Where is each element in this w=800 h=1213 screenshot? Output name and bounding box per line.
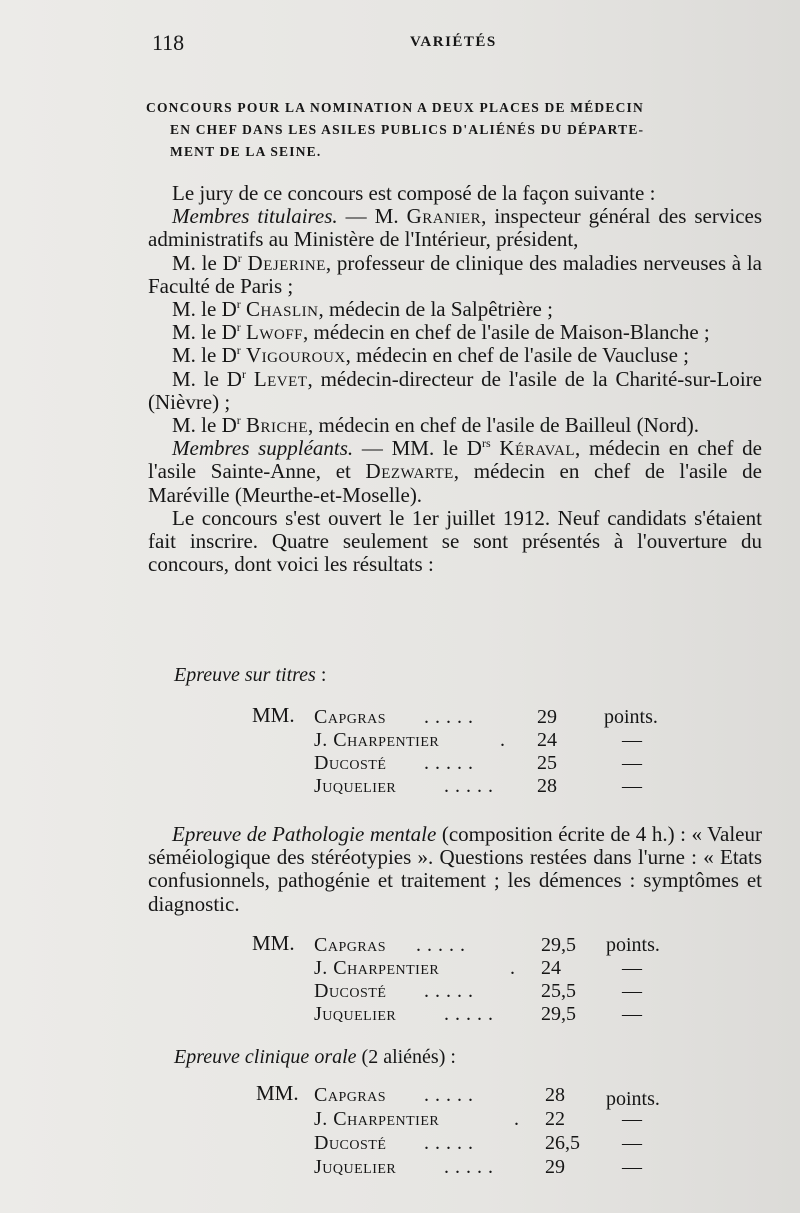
epreuve-2-heading: Epreuve de Pathologie mentale (composition écrite de 4 h.) : « Valeur séméiologique des stéréotypies ». Questions restées dans l'urne : « Etats confusionnels, pathogénie et traitement ; les démences : symptômes et diagnostic. — [148, 822, 762, 916]
jury-paragraph — [148, 182, 762, 576]
name-lwoff: Lwoff — [246, 320, 304, 345]
lwoff-entry: M. le $D^r$ Lwoff, médecin en chef de l'asile de Maison-Blanche ; — [172, 320, 710, 345]
name-dezwarte: Dezwarte — [365, 459, 454, 484]
suppleants-label: Membres suppléants. — [172, 436, 354, 461]
name-chaslin: Chaslin — [246, 297, 319, 322]
page-number: 118 — [152, 30, 185, 55]
epreuve-1-heading: Epreuve sur titres : — [174, 664, 327, 686]
name-granier: Granier — [406, 204, 482, 229]
name-levet: Levet — [253, 366, 308, 391]
titulaires-label: Membres titulaires. — [172, 204, 338, 229]
titulaires-entry: Membres titulaires. — M. Granier, inspecteur général des services administratifs au Ministère de l'Intérieur, président, — [148, 204, 763, 252]
mm-label-3: MM. — [256, 1081, 299, 1105]
heading-line-2: EN CHEF DANS LES ASILES PUBLICS D'ALIÉNÉS DU DÉPARTE- — [170, 122, 645, 137]
vigouroux-entry: M. le $D^r$ Vigouroux, médecin en chef de l'asile de Vaucluse ; — [172, 343, 690, 368]
name-dejerine: Dejerine — [247, 250, 326, 275]
running-head: VARIÉTÉS — [410, 34, 497, 50]
name-keraval: Kéraval — [499, 436, 575, 461]
name-vigouroux: Vigouroux — [246, 343, 346, 368]
section-heading — [146, 97, 762, 163]
epreuve-3-heading: Epreuve clinique orale (2 aliénés) : — [174, 1046, 456, 1068]
suppleants-entry: Membres suppléants. — MM. le $D^{rs}$ Kéraval, médecin en chef de l'asile Sainte-Anne, et Dezwarte, médecin en chef de l'asile de Maréville (Meurthe-et-Moselle). — [148, 436, 763, 507]
jury-intro: Le jury de ce concours est composé de la façon suivante : — [172, 181, 656, 205]
levet-entry: M. le $D^r$ Levet, médecin-directeur de l'asile de la Charité-sur-Loire (Nièvre) ; — [148, 366, 762, 414]
dejerine-entry: M. le $D^r$ Dejerine, professeur de clinique des maladies nerveuses à la Faculté de Paris ; — [148, 250, 763, 298]
heading-line-1: CONCOURS POUR LA NOMINATION A DEUX PLACES DE MÉDECIN — [146, 100, 644, 115]
concours-paragraph: Le concours s'est ouvert le 1er juillet 1912. Neuf candidats s'étaient fait inscrire. Quatre seulement se sont présentés à l'ouverture du concours, dont voici les résultats : — [148, 505, 762, 577]
book-page: 118 VARIÉTÉS CONCOURS POUR LA NOMINATION A DEUX PLACES DE MÉDECIN EN CHEF DANS LES ASILES PUBLICS D'ALIÉNÉS DU DÉPARTE- MENT DE LA SEINE. Le jury de ce concours est composé de la façon suivante : Membres titulaires. — M. Granier, inspecteur général des services administratifs au Ministère de l'Intérieur, président, M. le $D^r$ Dejerine, professeur de clinique des maladies nerveuses à la Faculté de Paris ; M. le $D^r$ Chaslin, médecin de la Salpêtrière ; M. le $D^r$ Lwoff, médecin en chef de l'asile de Maison-Blanche ; M. le $D^r$ Vigouroux, médecin en chef de l'asile de Vaucluse ; M. le $D^r$ Levet, médecin-directeur de l'asile de la Charité-sur-Loire (Nièvre) ; M. le $D^r$ Briche, médecin en chef de l'asile de Bailleul (Nord). Membres suppléants. — MM. le $D^{rs}$ Kéraval, médecin en chef de l'asile Sainte-Anne, et Dezwarte, médecin en chef de l'asile de Maréville (Meurthe-et-Moselle). Le concours s'est ouvert le 1er juillet 1912. Neuf candidats s'étaient fait inscrire. Quatre seulement se sont présentés à l'ouverture du concours, dont voici les résultats : Epreuve sur titres : MM. Capgras ..... 29 points. J. Charpentier . 24 — Ducosté ..... 25 — Juquelier ..... 28 — Epreuve de Pathologie mentale (composition écrite de 4 h.) : « Valeur séméiologique des stéréotypies ». Questions restées dans l'urne : « Etats confusionnels, pathogénie et traitement ; les démences : symptômes et diagnostic. MM. Capgras ..... 29,5 points. J. Charpentier . 24 — Ducosté ..... 25,5 — Juquelier ..... 29,5 — Epreuve clinique orale (2 aliénés) : MM. Capgras ..... 28 points. J. Charpentier . 22 — Ducosté ..... 26,5 — Juquelier ..... 29 — — [0, 0, 800, 1213]
mm-label-2: MM. — [252, 931, 295, 955]
heading-line-3: MENT DE LA SEINE. — [170, 144, 322, 159]
mm-label-1: MM. — [252, 703, 295, 727]
name-briche: Briche — [246, 413, 309, 438]
chaslin-entry: M. le $D^r$ Chaslin, médecin de la Salpêtrière ; — [172, 297, 553, 322]
briche-entry: M. le $D^r$ Briche, médecin en chef de l'asile de Bailleul (Nord). — [172, 413, 699, 438]
